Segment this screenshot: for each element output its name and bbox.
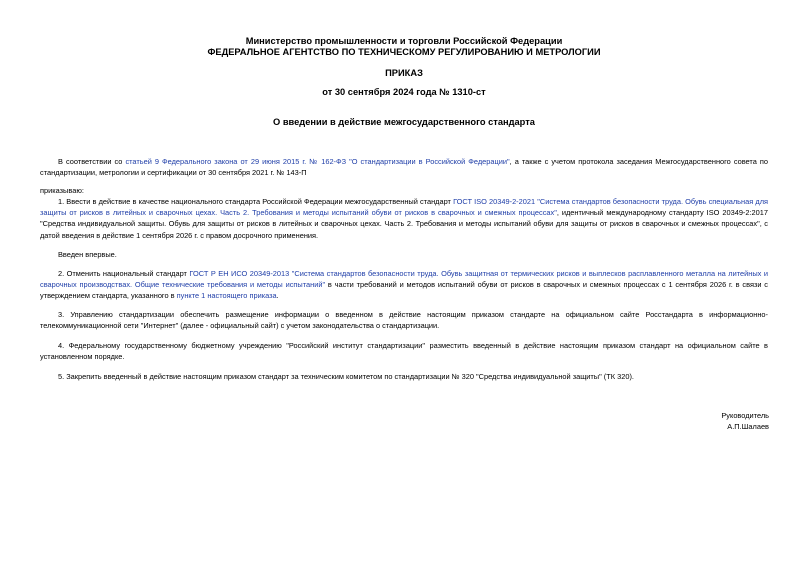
item-2-text-1: 2. Отменить национальный стандарт <box>58 269 190 278</box>
first-time-note: Введен впервые. <box>58 250 117 259</box>
item-1-paragraph <box>40 196 768 241</box>
signature-name: А.П.Шалаев <box>727 422 769 431</box>
document-type: ПРИКАЗ <box>385 68 423 78</box>
item-1-text-2: , идентичный международному стандарту ISO 20349-2:2017 "Средства индивидуальной защиты. Обувь для защиты от рисков в литейных и сварочных цехах. Часть 2. Требования и методы испытаний обуви для защиты от рисков в сварочных и смежных процессах", с датой введения в действие 1 сентября 2026 г. с правом досрочного применения. <box>40 208 768 240</box>
gost-r-en-link[interactable]: ГОСТ Р ЕН ИСО 20349-2013 "Система стандартов безопасности труда. Обувь защитная от термических рисков и выплесков расплавленного металла на литейных и сварочных производствах. Общие технические требования и методы испытаний" <box>40 269 768 290</box>
intro-text-1: В соответствии со <box>58 157 126 166</box>
item-2-text-2: в части требований и методов испытаний обуви от рисков в сварочных и смежных процессах с 1 сентября 2026 г. в связи с утверждением стандарта, указанного в <box>40 280 768 301</box>
item-2-paragraph <box>40 268 768 302</box>
agency-name: ФЕДЕРАЛЬНОЕ АГЕНТСТВО ПО ТЕХНИЧЕСКОМУ РЕГУЛИРОВАНИЮ И МЕТРОЛОГИИ <box>207 47 601 57</box>
item-2-text-3: . <box>276 291 279 301</box>
ministry-name: Министерство промышленности и торговли Российской Федерации <box>245 36 563 46</box>
item-4-paragraph: 4. Федеральному государственному бюджетному учреждению "Российский институт стандартизации" разместить введенный в действие настоящим приказом стандарт на официальном сайте в установленном порядке. <box>40 341 768 362</box>
order-word: приказываю: <box>40 186 84 195</box>
signature-role: Руководитель <box>721 411 769 420</box>
intro-text-2: , а также с учетом протокола заседания Межгосударственного совета по стандартизации, метрологии и сертификации от 30 сентября 2021 г. № 143-П <box>40 157 768 178</box>
item-3-paragraph: 3. Управлению стандартизации обеспечить размещение информации о введенном в действие настоящим приказом стандарте на официальном сайте Росстандарта в информационно-телекоммуникационной сети "Интернет" (далее - официальный сайт) с учетом законодательства о стандартизации. <box>40 310 768 331</box>
intro-paragraph <box>40 156 768 178</box>
item-1-text-1: 1. Ввести в действие в качестве национального стандарта Российской Федерации межгосударственный стандарт <box>58 197 454 206</box>
document-title: О введении в действие межгосударственного стандарта <box>273 117 535 127</box>
law-link[interactable]: статьей 9 Федерального закона от 29 июня 2015 г. № 162-ФЗ "О стандартизации в Российской Федерации" <box>125 157 510 166</box>
item-1-reference-link[interactable]: пункте 1 настоящего приказа <box>176 291 277 301</box>
document-date-number: от 30 сентября 2024 года № 1310-ст <box>322 87 486 97</box>
item-5-paragraph: 5. Закрепить введенный в действие настоящим приказом стандарт за техническим комитетом по стандартизации № 320 "Средства индивидуальной защиты" (ТК 320). <box>58 372 634 381</box>
gost-iso-link[interactable]: ГОСТ ISO 20349-2-2021 "Система стандартов безопасности труда. Обувь специальная для защиты от рисков в литейных и сварочных цехах. Часть 2. Требования и методы испытаний обуви от рисков в сварочных и смежных процессах" <box>40 197 769 218</box>
